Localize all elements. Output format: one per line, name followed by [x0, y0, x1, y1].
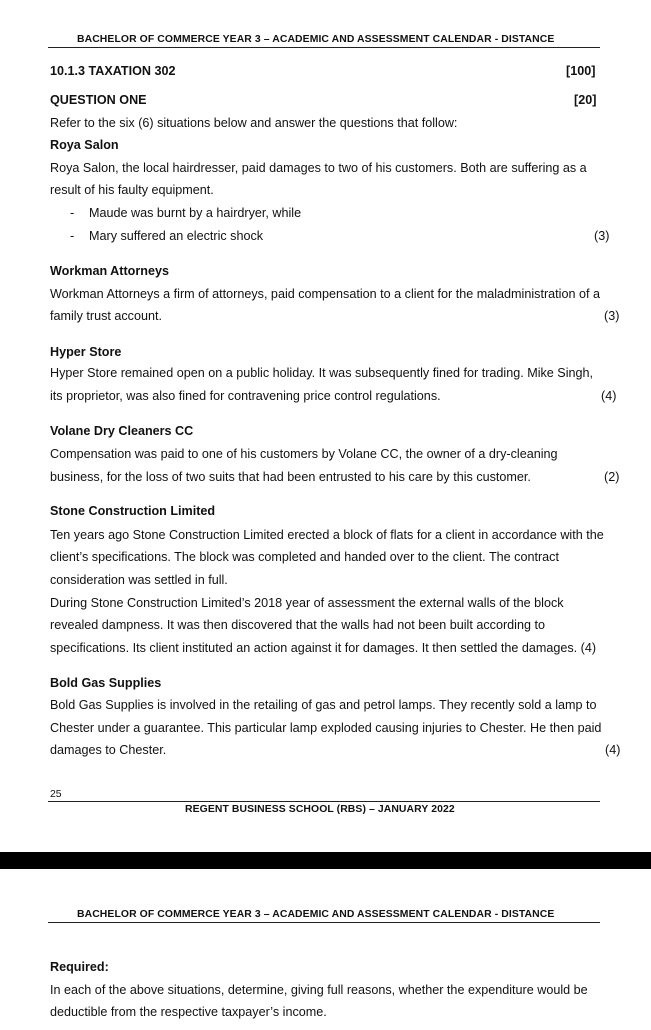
- paragraph-line: result of his faulty equipment.: [50, 183, 214, 197]
- paragraph-line: Workman Attorneys a firm of attorneys, paid compensation to a client for the maladministration of a: [50, 287, 600, 301]
- module-marks: [100]: [566, 64, 596, 78]
- paragraph-line: Chester under a guarantee. This particular lamp exploded causing injuries to Chester. He then paid: [50, 721, 602, 735]
- paragraph-line: family trust account.: [50, 309, 162, 323]
- marks: (3): [604, 309, 620, 323]
- marks: (4): [605, 743, 621, 757]
- marks: (4): [601, 389, 617, 403]
- page-footer: REGENT BUSINESS SCHOOL (RBS) – JANUARY 2022: [185, 804, 455, 815]
- section-title-stone: Stone Construction Limited: [50, 504, 216, 518]
- section-title-roya: Roya Salon: [50, 138, 119, 152]
- paragraph-line: In each of the above situations, determine, giving full reasons, whether the expenditure would be: [50, 983, 588, 997]
- paragraph-line: Roya Salon, the local hairdresser, paid damages to two of his customers. Both are suffering as a: [50, 161, 587, 175]
- marks: (2): [604, 470, 620, 484]
- page-header: BACHELOR OF COMMERCE YEAR 3 – ACADEMIC AND ASSESSMENT CALENDAR - DISTANCE: [77, 34, 555, 45]
- footer-rule: [48, 801, 600, 802]
- question-marks: [20]: [574, 93, 597, 107]
- question-title: QUESTION ONE: [50, 93, 147, 107]
- paragraph-line: client’s specifications. The block was completed and handed over to the client. The contract: [50, 550, 559, 564]
- paragraph-line: consideration was settled in full.: [50, 573, 228, 587]
- required-title: Required:: [50, 960, 109, 974]
- paragraph-line: During Stone Construction Limited’s 2018 year of assessment the external walls of the block: [50, 596, 564, 610]
- page-separator: [0, 852, 651, 869]
- paragraph-line: its proprietor, was also fined for contravening price control regulations.: [50, 389, 441, 403]
- paragraph-line: Compensation was paid to one of his customers by Volane CC, the owner of a dry-cleaning: [50, 447, 558, 461]
- page-header: BACHELOR OF COMMERCE YEAR 3 – ACADEMIC AND ASSESSMENT CALENDAR - DISTANCE: [77, 909, 555, 920]
- paragraph-line: revealed dampness. It was then discovered that the walls had not been built according to: [50, 618, 545, 632]
- paragraph-line: damages to Chester.: [50, 743, 167, 757]
- paragraph-line: Ten years ago Stone Construction Limited erected a block of flats for a client in accordance with the: [50, 528, 604, 542]
- section-title-hyper: Hyper Store: [50, 345, 122, 359]
- paragraph-line: Bold Gas Supplies is involved in the retailing of gas and petrol lamps. They recently sold a lamp to: [50, 698, 597, 712]
- bullet-item: Maude was burnt by a hairdryer, while: [89, 206, 302, 220]
- section-title-volane: Volane Dry Cleaners CC: [50, 424, 194, 438]
- bullet-dash: -: [70, 229, 75, 243]
- paragraph-line: business, for the loss of two suits that had been entrusted to his care by this customer.: [50, 470, 531, 484]
- bullet-item: Mary suffered an electric shock: [89, 229, 264, 243]
- paragraph-line: deductible from the respective taxpayer’s income.: [50, 1005, 327, 1019]
- section-title-bold: Bold Gas Supplies: [50, 676, 162, 690]
- section-title-workman: Workman Attorneys: [50, 264, 169, 278]
- paragraph-line: Hyper Store remained open on a public holiday. It was subsequently fined for trading. Mike Singh,: [50, 366, 594, 380]
- header-rule: [48, 922, 600, 923]
- paragraph-line: specifications. Its client instituted an action against it for damages. It then settled the damages. (4): [50, 641, 597, 655]
- header-rule: [48, 47, 600, 48]
- page-number: 25: [50, 789, 62, 800]
- module-title: 10.1.3 TAXATION 302: [50, 64, 176, 78]
- bullet-dash: -: [70, 206, 75, 220]
- intro-text: Refer to the six (6) situations below and answer the questions that follow:: [50, 116, 458, 130]
- marks: (3): [594, 229, 610, 243]
